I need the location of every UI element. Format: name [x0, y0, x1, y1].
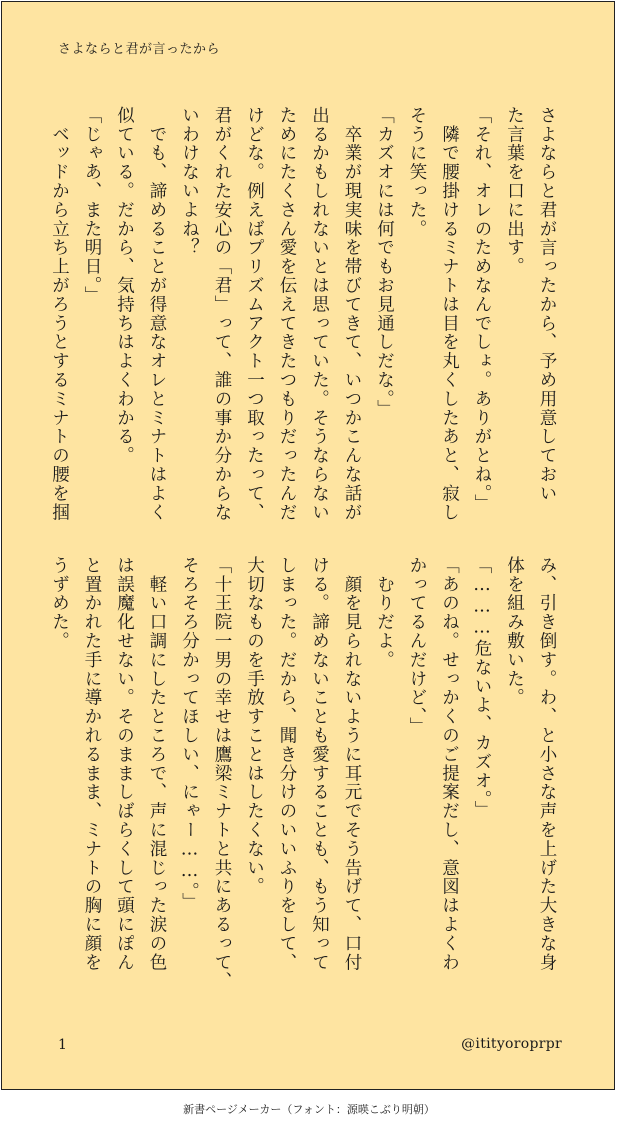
running-header: さよならと君が言ったから: [58, 42, 221, 57]
text-line: 出るかもしれないとは思っていた。そうならない: [309, 106, 330, 522]
text-line: 「それ、オレのためなんでしょ。ありがとね。」: [472, 106, 492, 514]
text-line: は誤魔化せない。そのまましばらくして頭にぽん: [114, 556, 135, 972]
text-line: むりだよ。: [374, 556, 395, 670]
lower-text-block: [46, 556, 566, 1016]
text-line: 顔を見られないように耳元でそう告げて、口付: [342, 556, 362, 972]
text-line: 軽い口調にしたところで、声に混じった涙の色: [147, 556, 167, 972]
book-page: [1, 1, 615, 1090]
text-line: しまった。だから、聞き分けのいいふりをして、: [277, 556, 297, 972]
text-line: そうに笑った。: [407, 106, 427, 239]
text-line: 君がくれた安心の「君」って、誰の事か分からな: [212, 106, 232, 522]
text-line: うずめた。: [49, 556, 70, 651]
page-number: 1: [58, 1037, 67, 1053]
text-line: かってるんだけど、」: [407, 556, 427, 737]
text-line: 隣で腰掛けるミナトは目を丸くしたあと、寂し: [439, 106, 460, 522]
text-line: た言葉を口に出す。: [504, 106, 525, 277]
text-line: 「あのね。せっかくのご提案だし、意図はよくわ: [439, 556, 460, 972]
text-line: 卒業が現実味を帯びてきて、いつかこんな話が: [342, 106, 362, 522]
text-line: 「じゃあ、また明日。」: [82, 106, 102, 306]
text-line: いわけないよね？: [179, 106, 200, 258]
footer-credit: 新書ページメーカー（フォント：源暎こぶり明朝）: [183, 1103, 435, 1116]
text-line: ためにたくさん愛を伝えてきたつもりだったんだ: [277, 106, 297, 522]
upper-text-block: [46, 106, 566, 566]
text-line: み、引き倒す。わ、と小さな声を上げた大きな身: [537, 556, 557, 972]
text-line: そろそろ分かってほしい、にゃー……。」: [179, 556, 200, 912]
author-handle: @itityoroprpr: [461, 1036, 562, 1052]
text-line: 「………危ないよ、カズオ。」: [472, 556, 492, 820]
text-line: さよならと君が言ったから、予め用意しておい: [537, 106, 557, 503]
text-line: 「カズオには何でもお見通しだな。」: [374, 106, 395, 419]
text-line: ベッドから立ち上がろうとするミナトの腰を掴: [49, 106, 70, 522]
text-line: と置かれた手に導かれるまま、ミナトの胸に顔を: [82, 556, 102, 972]
text-line: 大切なものを手放すことはしたくない。: [244, 556, 265, 897]
text-line: 「十王院一男の幸せは鷹梁ミナトと共にあるって、: [212, 556, 232, 991]
text-line: でも、諦めることが得意なオレとミナトはよく: [147, 106, 167, 522]
text-line: 体を組み敷いた。: [504, 556, 525, 708]
text-line: 似ている。だから、気持ちはよくわかる。: [114, 106, 135, 466]
text-line: ける。諦めないことも愛することも、もう知って: [309, 556, 330, 972]
text-line: けどな。例えばプリズムアクト一つ取ったって、: [244, 106, 265, 522]
